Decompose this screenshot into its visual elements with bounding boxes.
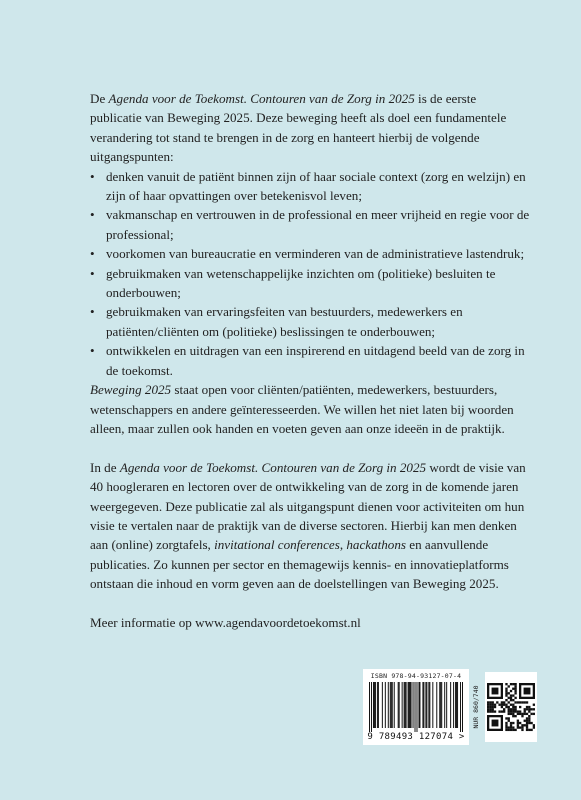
barcode-bar bbox=[460, 682, 461, 732]
barcode-bar bbox=[409, 682, 410, 728]
qr-module bbox=[510, 722, 512, 724]
barcode-bar bbox=[419, 682, 420, 728]
qr-module bbox=[487, 706, 489, 708]
barcode-bar bbox=[450, 682, 451, 728]
qr-module bbox=[524, 724, 526, 726]
qr-module bbox=[505, 690, 507, 692]
barcode bbox=[369, 682, 463, 732]
qr-module bbox=[519, 722, 521, 724]
qr-module bbox=[528, 710, 530, 712]
qr-module bbox=[503, 701, 505, 703]
qr-module bbox=[530, 722, 532, 724]
qr-module bbox=[492, 701, 494, 703]
qr-module bbox=[524, 701, 526, 703]
cover-text bbox=[90, 89, 530, 632]
barcode-bar bbox=[390, 682, 391, 728]
qr-module bbox=[517, 713, 519, 715]
intro-rest: is de eerste publicatie van Beweging 2025. Deze beweging heeft als doel een fundamentele verandering tot stand te brengen in de zorg en hanteert hierbij de volgende uitgangspunten: bbox=[90, 91, 507, 165]
barcode-bar bbox=[415, 682, 416, 732]
qr-module bbox=[492, 704, 494, 706]
barcode-bar bbox=[406, 682, 407, 728]
qr-module bbox=[508, 697, 510, 699]
qr-module bbox=[528, 715, 530, 717]
qr-module bbox=[492, 710, 494, 712]
second-body: wordt de visie van 40 hoogleraren en lectoren over de ontwikkeling van de zorg in de komende jaren weergegeven. Deze publicatie zal als uitgangspunt dienen voor activiteiten om hun visie te vertalen naar de praktijk van de diverse sectoren. Hierbij kan men denken aan (online) zorgtafels, bbox=[90, 459, 526, 553]
qr-module bbox=[508, 726, 510, 728]
qr-module bbox=[519, 701, 521, 703]
nur-text: NUR 860/740 bbox=[472, 685, 480, 729]
list-item: • voorkomen van bureaucratie en verminderen van de administratieve lastendruk; bbox=[90, 244, 530, 263]
qr-module bbox=[514, 683, 516, 685]
qr-module bbox=[521, 715, 523, 717]
barcode-bar bbox=[385, 682, 386, 728]
qr-module bbox=[524, 710, 526, 712]
qr-module bbox=[517, 701, 519, 703]
qr-module bbox=[510, 729, 512, 731]
qr-module bbox=[501, 701, 503, 703]
barcode-bar bbox=[425, 682, 426, 728]
qr-module bbox=[501, 710, 503, 712]
qr-module bbox=[526, 724, 528, 726]
qr-module bbox=[514, 701, 516, 703]
qr-module bbox=[505, 692, 507, 694]
qr-module bbox=[501, 704, 503, 706]
qr-module bbox=[528, 722, 530, 724]
qr-module bbox=[514, 690, 516, 692]
qr-module bbox=[492, 706, 494, 708]
qr-module bbox=[505, 726, 507, 728]
qr-module bbox=[505, 683, 507, 685]
barcode-bar bbox=[369, 682, 370, 732]
isbn-text: ISBN 978-94-93127-07-4 bbox=[370, 672, 462, 680]
qr-module bbox=[512, 688, 514, 690]
qr-module bbox=[512, 729, 514, 731]
qr-module bbox=[517, 722, 519, 724]
qr-module bbox=[487, 708, 489, 710]
qr-module bbox=[487, 701, 489, 703]
qr-module bbox=[514, 715, 516, 717]
qr-module bbox=[521, 701, 523, 703]
intro-book-title: Agenda voor de Toekomst. Contouren van de Zorg in 2025 bbox=[108, 91, 415, 106]
qr-module bbox=[508, 708, 510, 710]
barcode-bar bbox=[371, 682, 372, 732]
second-comma: , bbox=[339, 537, 347, 553]
barcode-bar bbox=[432, 682, 433, 728]
second-end: en aanvullende publicaties. Zo kunnen per sector en themagewijs kennis- en innovatieplatforms ontstaan die inhoud en vorm geven aan de doelstellingen van Beweging 2025. bbox=[90, 537, 509, 592]
qr-module bbox=[510, 724, 512, 726]
qr-module bbox=[528, 720, 530, 722]
qr-module bbox=[489, 708, 491, 710]
qr-module bbox=[510, 694, 512, 696]
qr-module bbox=[505, 717, 507, 719]
qr-module bbox=[505, 724, 507, 726]
invitational-term: invitational conferences bbox=[214, 537, 340, 553]
qr-module bbox=[498, 704, 500, 706]
qr-module bbox=[526, 717, 528, 719]
qr-module bbox=[528, 729, 530, 731]
barcode-bar bbox=[375, 682, 376, 728]
qr-module bbox=[533, 726, 535, 728]
barcode-bar bbox=[462, 682, 463, 732]
qr-module bbox=[489, 710, 491, 712]
second-lead: In de bbox=[90, 459, 120, 475]
qr-module bbox=[508, 692, 510, 694]
second-book-title: Agenda voor de Toekomst. Contouren van de Zorg in 2025 bbox=[119, 459, 427, 475]
intro-paragraph bbox=[90, 89, 530, 167]
qr-module bbox=[505, 688, 507, 690]
barcode-bar bbox=[402, 682, 403, 728]
barcode-bar bbox=[453, 682, 454, 728]
qr-module bbox=[503, 708, 505, 710]
qr-module bbox=[514, 729, 516, 731]
qr-module bbox=[503, 710, 505, 712]
qr-module bbox=[533, 724, 535, 726]
qr-module bbox=[526, 713, 528, 715]
qr-module bbox=[517, 710, 519, 712]
barcode-bar bbox=[391, 682, 392, 728]
barcode-bar bbox=[411, 682, 412, 728]
qr-module bbox=[528, 717, 530, 719]
qr-module bbox=[521, 726, 523, 728]
beweging-name: Beweging 2025 bbox=[90, 382, 172, 398]
barcode-bar bbox=[444, 682, 445, 728]
qr-module bbox=[519, 710, 521, 712]
qr-module bbox=[487, 710, 489, 712]
qr-module bbox=[494, 704, 496, 706]
qr-module bbox=[512, 715, 514, 717]
qr-module bbox=[514, 710, 516, 712]
barcode-bar bbox=[399, 682, 400, 728]
barcode-bar bbox=[441, 682, 442, 728]
qr-module bbox=[508, 717, 510, 719]
qr-module bbox=[526, 722, 528, 724]
qr-module bbox=[512, 710, 514, 712]
qr-module bbox=[521, 724, 523, 726]
qr-module bbox=[510, 708, 512, 710]
list-item: • denken vanuit de patiënt binnen zijn of haar sociale context (zorg en welzijn) en zijn of haar opvattingen over betekenisvol leven; bbox=[90, 167, 530, 206]
qr-finder bbox=[492, 720, 499, 727]
qr-module bbox=[505, 699, 507, 701]
barcode-bar bbox=[404, 682, 405, 728]
qr-module bbox=[512, 706, 514, 708]
qr-module bbox=[510, 683, 512, 685]
qr-module bbox=[530, 713, 532, 715]
paragraph-gap bbox=[90, 438, 530, 457]
qr-module bbox=[526, 720, 528, 722]
qr-module bbox=[494, 706, 496, 708]
qr-module bbox=[496, 701, 498, 703]
barcode-bar bbox=[398, 682, 399, 728]
qr-module bbox=[508, 729, 510, 731]
ean-digits: 9 789493 127074 > bbox=[367, 732, 465, 742]
qr-module bbox=[505, 704, 507, 706]
qr-module bbox=[530, 708, 532, 710]
barcode-bar bbox=[374, 682, 375, 728]
qr-module bbox=[514, 697, 516, 699]
barcode-bar bbox=[446, 682, 447, 728]
qr-module bbox=[512, 713, 514, 715]
qr-module bbox=[489, 704, 491, 706]
barcode-bar bbox=[439, 682, 440, 728]
qr-module bbox=[514, 692, 516, 694]
qr-module bbox=[533, 713, 535, 715]
intro-lead: De bbox=[90, 91, 109, 106]
qr-module bbox=[512, 704, 514, 706]
qr-module bbox=[533, 704, 535, 706]
beweging-text: staat open voor cliënten/patiënten, medewerkers, bestuurders, wetenschappers en andere geïnteresseerden. We willen het niet laten bij woorden alleen, maar zullen ook handen en voeten geven aan onze ideeën in de praktijk. bbox=[90, 382, 514, 436]
qr-module bbox=[526, 726, 528, 728]
qr-module bbox=[487, 704, 489, 706]
qr-module bbox=[521, 729, 523, 731]
barcode-bar bbox=[440, 682, 441, 728]
qr-module bbox=[526, 706, 528, 708]
qr-module bbox=[508, 710, 510, 712]
qr-module bbox=[514, 685, 516, 687]
qr-module bbox=[510, 699, 512, 701]
qr-module bbox=[526, 708, 528, 710]
qr-module bbox=[498, 710, 500, 712]
qr-module bbox=[505, 706, 507, 708]
barcode-bar bbox=[378, 682, 379, 728]
qr-module bbox=[492, 708, 494, 710]
barcode-bar bbox=[436, 682, 437, 728]
paragraph-gap bbox=[90, 594, 530, 613]
barcode-bar bbox=[373, 682, 374, 728]
second-paragraph bbox=[90, 458, 530, 594]
barcode-bar bbox=[410, 682, 411, 728]
hackathons-term: hackathons bbox=[346, 537, 406, 553]
qr-module bbox=[503, 704, 505, 706]
qr-module bbox=[528, 708, 530, 710]
qr-module bbox=[521, 713, 523, 715]
barcode-bar bbox=[392, 682, 393, 728]
barcode-bar bbox=[413, 682, 414, 728]
qr-finder bbox=[492, 688, 499, 695]
qr-module bbox=[501, 706, 503, 708]
barcode-bar bbox=[388, 682, 389, 728]
qr-module bbox=[512, 699, 514, 701]
qr-module bbox=[517, 720, 519, 722]
list-item: • vakmanschap en vertrouwen in de professional en meer vrijheid en regie voor de professional; bbox=[90, 205, 530, 244]
principles-list bbox=[90, 167, 530, 380]
qr-module bbox=[510, 704, 512, 706]
qr-code-image bbox=[487, 674, 535, 740]
qr-module bbox=[512, 708, 514, 710]
qr-module bbox=[517, 726, 519, 728]
qr-module bbox=[505, 722, 507, 724]
qr-module bbox=[528, 706, 530, 708]
qr-module bbox=[494, 710, 496, 712]
qr-module bbox=[514, 688, 516, 690]
barcode-bar bbox=[428, 682, 429, 728]
qr-module bbox=[508, 685, 510, 687]
qr-module bbox=[524, 713, 526, 715]
qr-module bbox=[512, 694, 514, 696]
barcode-bar bbox=[457, 682, 458, 728]
qr-module bbox=[517, 724, 519, 726]
qr-module bbox=[514, 708, 516, 710]
barcode-bar bbox=[408, 682, 409, 728]
qr-module bbox=[508, 713, 510, 715]
qr-module bbox=[524, 720, 526, 722]
barcode-bar bbox=[426, 682, 427, 728]
qr-module bbox=[510, 690, 512, 692]
barcode-bar bbox=[455, 682, 456, 728]
qr-module bbox=[505, 694, 507, 696]
qr-module bbox=[526, 729, 528, 731]
qr-module bbox=[526, 701, 528, 703]
qr-code bbox=[485, 672, 537, 742]
qr-module bbox=[508, 720, 510, 722]
list-item: • gebruikmaken van ervaringsfeiten van bestuurders, medewerkers en patiënten/cliënten om (politieke) beslissingen te onderbouwen; bbox=[90, 302, 530, 341]
qr-module bbox=[489, 706, 491, 708]
barcode-bar bbox=[456, 682, 457, 728]
barcode-bar bbox=[377, 682, 378, 728]
barcode-bar bbox=[429, 682, 430, 728]
isbn-barcode-label bbox=[363, 669, 469, 745]
qr-module bbox=[519, 726, 521, 728]
qr-module bbox=[512, 726, 514, 728]
qr-module bbox=[514, 706, 516, 708]
barcode-bar bbox=[394, 682, 395, 728]
qr-module bbox=[508, 701, 510, 703]
barcode-bar bbox=[405, 682, 406, 728]
more-info: Meer informatie op www.agendavoordetoekomst.nl bbox=[90, 614, 361, 630]
qr-finder bbox=[524, 688, 531, 695]
qr-module bbox=[508, 706, 510, 708]
qr-module bbox=[512, 683, 514, 685]
list-item: • gebruikmaken van wetenschappelijke inzichten om (politieke) besluiten te onderbouwen; bbox=[90, 264, 530, 303]
beweging-paragraph bbox=[90, 380, 530, 438]
qr-module bbox=[524, 708, 526, 710]
qr-module bbox=[510, 713, 512, 715]
list-item: • ontwikkelen en uitdragen van een inspirerend en uitdagend beeld van de zorg in de toekomst. bbox=[90, 341, 530, 380]
barcode-bar bbox=[416, 682, 417, 732]
qr-module bbox=[530, 729, 532, 731]
qr-module bbox=[510, 710, 512, 712]
barcode-bar bbox=[382, 682, 383, 728]
qr-module bbox=[510, 726, 512, 728]
barcode-bar bbox=[422, 682, 423, 728]
qr-module bbox=[505, 729, 507, 731]
qr-module bbox=[512, 722, 514, 724]
qr-module bbox=[519, 706, 521, 708]
barcode-bar bbox=[418, 682, 419, 728]
nur-code bbox=[470, 670, 482, 744]
qr-module bbox=[533, 708, 535, 710]
qr-module bbox=[489, 701, 491, 703]
barcode-bar bbox=[423, 682, 424, 728]
qr-module bbox=[510, 697, 512, 699]
qr-module bbox=[519, 713, 521, 715]
